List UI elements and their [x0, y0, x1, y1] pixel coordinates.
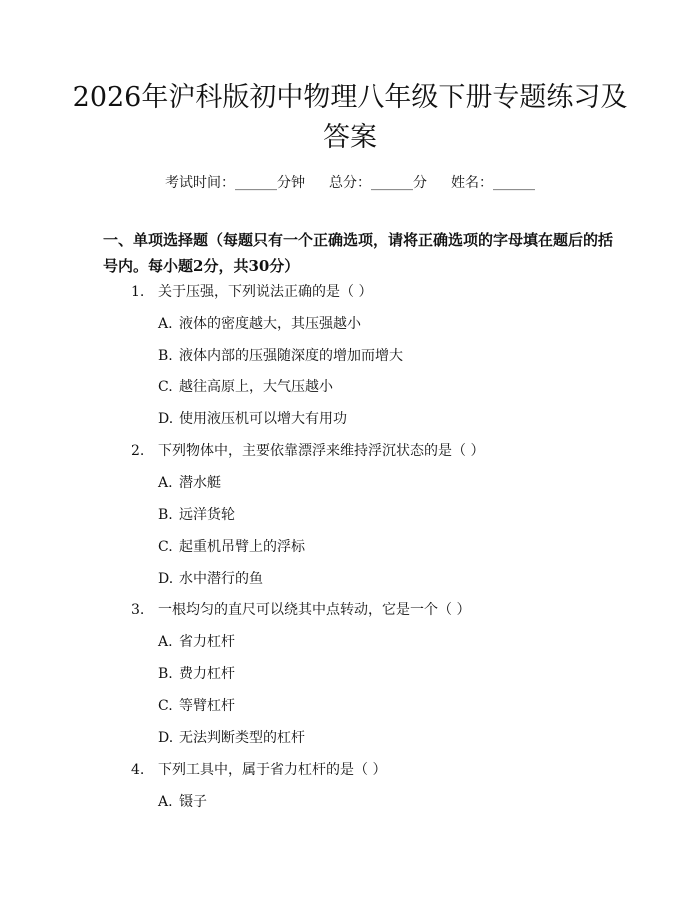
- question-3: [131, 600, 470, 620]
- option-2d: [158, 569, 263, 589]
- option-2c: [158, 537, 305, 557]
- question-number: 3.: [131, 602, 145, 618]
- option-text: 起重机吊臂上的浮标: [179, 539, 305, 555]
- option-key: A.: [158, 794, 173, 810]
- question-text: 关于压强，下列说法正确的是（ ）: [158, 284, 373, 300]
- question-2: [131, 441, 484, 461]
- question-number: 4.: [131, 762, 145, 778]
- option-1c: [158, 377, 333, 397]
- option-text: 潜水艇: [179, 475, 221, 491]
- option-key: D.: [158, 571, 174, 587]
- option-3d: [158, 728, 305, 748]
- section-heading: 一、单项选择题（每题只有一个正确选项，请将正确选项的字母填在题后的括号内。每小题2分，共30分）: [103, 231, 614, 275]
- student-name-label: 姓名：______: [451, 175, 535, 191]
- option-1b: [158, 346, 403, 366]
- option-text: 省力杠杆: [179, 634, 235, 650]
- option-key: B.: [158, 348, 173, 364]
- exam-meta: [0, 172, 700, 192]
- option-key: B.: [158, 507, 173, 523]
- option-3c: [158, 696, 235, 716]
- option-key: A.: [158, 475, 173, 491]
- option-key: A.: [158, 634, 173, 650]
- option-4a: [158, 792, 207, 812]
- option-3a: [158, 632, 235, 652]
- question-text: 下列工具中，属于省力杠杆的是（ ）: [158, 762, 387, 778]
- option-key: A.: [158, 316, 173, 332]
- option-text: 无法判断类型的杠杆: [179, 730, 305, 746]
- question-number: 1.: [131, 284, 145, 300]
- document-title: 2026年沪科版初中物理八年级下册专题练习及答案: [72, 82, 628, 153]
- option-1a: [158, 314, 361, 334]
- question-1: [131, 282, 372, 302]
- option-3b: [158, 664, 235, 684]
- option-2a: [158, 473, 221, 493]
- option-key: D.: [158, 730, 174, 746]
- question-text: 一根均匀的直尺可以绕其中点转动，它是一个（ ）: [158, 602, 471, 618]
- option-text: 镊子: [179, 794, 207, 810]
- option-text: 液体内部的压强随深度的增加而增大: [179, 348, 403, 364]
- option-key: C.: [158, 698, 173, 714]
- option-key: D.: [158, 411, 174, 427]
- question-number: 2.: [131, 443, 145, 459]
- option-2b: [158, 505, 235, 525]
- option-key: C.: [158, 539, 173, 555]
- option-text: 费力杠杆: [179, 666, 235, 682]
- option-key: B.: [158, 666, 173, 682]
- option-text: 使用液压机可以增大有用功: [179, 411, 347, 427]
- total-score-label: 总分：______分: [329, 175, 427, 191]
- option-key: C.: [158, 379, 173, 395]
- question-4: [131, 760, 386, 780]
- option-text: 液体的密度越大，其压强越小: [179, 316, 361, 332]
- option-text: 越往高原上，大气压越小: [179, 379, 333, 395]
- question-text: 下列物体中，主要依靠漂浮来维持浮沉状态的是（ ）: [158, 443, 485, 459]
- option-1d: [158, 409, 347, 429]
- option-text: 远洋货轮: [179, 507, 235, 523]
- exam-time-label: 考试时间：______分钟: [165, 175, 305, 191]
- option-text: 水中潜行的鱼: [179, 571, 263, 587]
- option-text: 等臂杠杆: [179, 698, 235, 714]
